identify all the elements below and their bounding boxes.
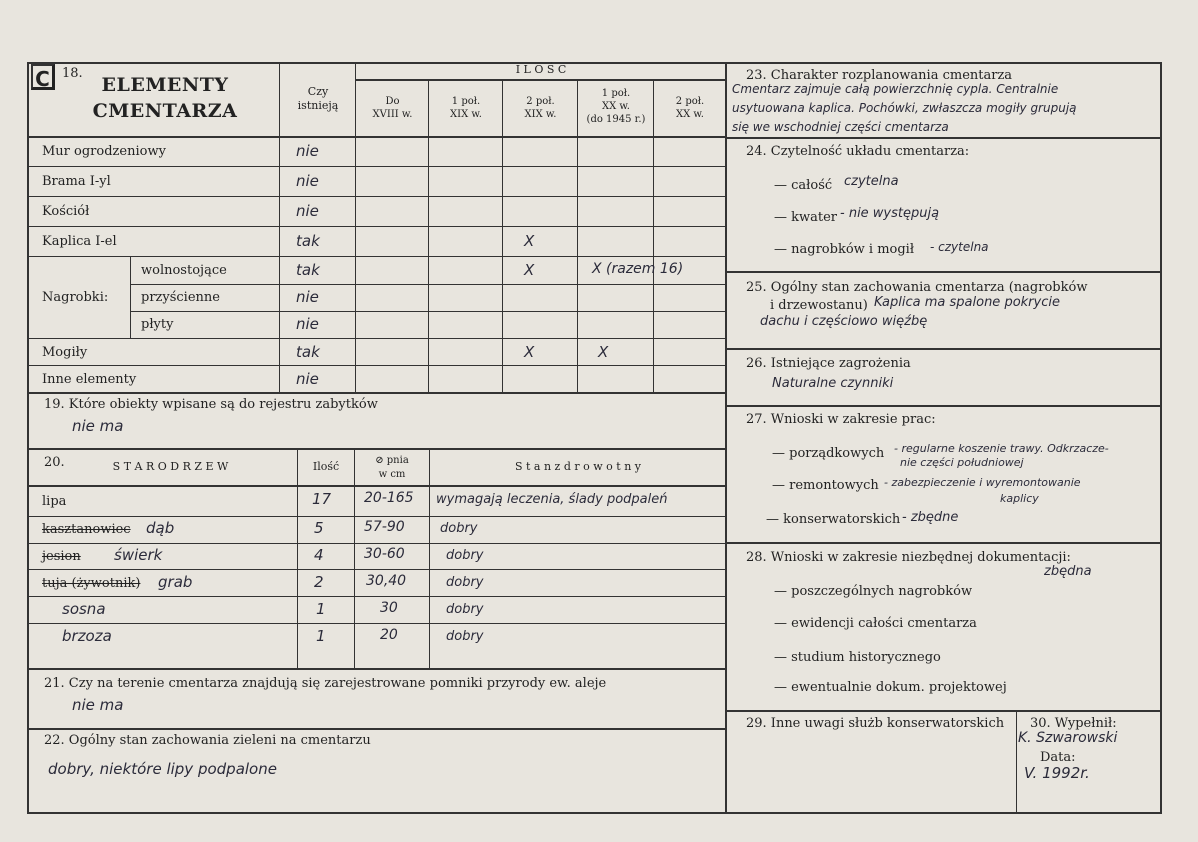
question: 28. Wnioski w zakresie niezbędnej dokumentacji: [746, 550, 1071, 565]
table-title: CMENTARZA [92, 100, 238, 122]
tree-diameter: 20 [380, 627, 398, 643]
mark-handwritten: X [524, 343, 535, 361]
question: — konserwatorskich [766, 512, 901, 527]
question: Data: [1040, 750, 1076, 765]
tree-qty: 4 [314, 546, 324, 564]
question: — nagrobków i mogił [774, 242, 915, 257]
tree-diameter: 30-60 [364, 546, 405, 562]
column-header: XIX w. [450, 109, 482, 120]
answer-handwritten: kaplicy [1000, 492, 1039, 505]
tree-diameter: 57-90 [364, 519, 405, 535]
answer-handwritten: nie [296, 142, 319, 160]
row-label: płyty [141, 317, 174, 332]
answer-handwritten: Kaplica ma spalone pokrycie [874, 295, 1060, 310]
mark-handwritten: X [598, 343, 609, 361]
answer-handwritten: dachu i częściowo więźbę [760, 314, 928, 329]
tree-name: tuja (żywotnik) [42, 576, 141, 591]
column-header: Do [385, 96, 400, 107]
answer-handwritten: - regularne koszenie trawy. Odkrzacze- [894, 442, 1109, 455]
tree-diameter: 30 [380, 600, 398, 616]
row-label: Kościół [42, 204, 90, 219]
question: 25. Ogólny stan zachowania cmentarza (nagrobków [746, 280, 1088, 295]
row-label: Brama I-yl [42, 174, 111, 189]
column-header: (do 1945 r.) [586, 114, 646, 125]
answer-handwritten: Cmentarz zajmuje całą powierzchnię cypla. Centralnie [732, 82, 1059, 96]
answer-handwritten: zbędna [1044, 564, 1092, 579]
column-header: I L O Ś C [515, 63, 567, 76]
answer-handwritten: czytelna [844, 174, 899, 189]
question: — całość [774, 178, 833, 193]
question: 22. Ogólny stan zachowania zieleni na cmentarzu [44, 733, 371, 748]
section-number: 20. [44, 455, 65, 470]
question: — studium historycznego [774, 650, 941, 665]
column-header: 2 poł. [675, 96, 705, 107]
answer-handwritten: - nie występują [840, 206, 940, 221]
answer-handwritten: nie ma [72, 696, 124, 714]
column-header: XVIII w. [372, 109, 413, 120]
question: — porządkowych [772, 446, 885, 461]
row-label: Mur ogrodzeniowy [42, 144, 166, 159]
row-label: Mogiły [42, 345, 88, 360]
tree-state: dobry [446, 629, 484, 644]
question: 19. Które obiekty wpisane są do rejestru zabytków [44, 397, 378, 412]
question: — poszczególnych nagrobków [774, 584, 973, 599]
tree-qty: 17 [312, 490, 332, 508]
form-frame [27, 62, 1162, 814]
tree-name: jesion [42, 549, 81, 564]
answer-handwritten: się we wschodniej części cmentarza [732, 120, 949, 134]
answer-handwritten: - zbędne [902, 510, 959, 525]
tree-state: dobry [446, 575, 484, 590]
answer-handwritten: tak [296, 232, 320, 250]
tree-diameter: 20-165 [364, 490, 414, 506]
column-header: Ilość [312, 460, 340, 473]
tree-name-handwritten: grab [158, 573, 193, 591]
answer-handwritten: tak [296, 343, 320, 361]
tree-name-handwritten: brzoza [62, 627, 112, 645]
answer-handwritten: dobry, niektóre lipy podpalone [48, 760, 277, 778]
row-label: Kaplica I-el [42, 234, 117, 249]
column-header: 1 poł. [601, 88, 631, 99]
section-number: 18. [62, 66, 83, 81]
question: — remontowych [772, 478, 879, 493]
question: — ewidencji całości cmentarza [774, 616, 977, 631]
question: 29. Inne uwagi służb konserwatorskich [746, 716, 1005, 731]
column-header: XX w. [602, 101, 630, 112]
answer-handwritten: nie ma [72, 417, 124, 435]
tree-qty: 1 [316, 627, 326, 645]
row-label: Inne elementy [42, 372, 137, 387]
answer-handwritten: - zabezpieczenie i wyremontowanie [884, 476, 1081, 489]
tree-name: lipa [42, 494, 67, 509]
column-header: Czy [307, 85, 329, 98]
question: 30. Wypełnił: [1030, 716, 1117, 731]
answer-handwritten: nie [296, 172, 319, 190]
date-handwritten: V. 1992r. [1024, 764, 1090, 782]
question: — kwater [774, 210, 838, 225]
answer-handwritten: nie [296, 370, 319, 388]
column-header: 2 poł. [526, 96, 555, 107]
column-header: istnieją [297, 99, 339, 112]
column-header: S t a n z d r o w o t n y [514, 460, 642, 473]
tree-name-handwritten: dąb [146, 519, 175, 537]
tree-state: dobry [446, 548, 484, 563]
section-letter: C [31, 64, 55, 90]
answer-handwritten: nie [296, 288, 319, 306]
mark-handwritten: X [524, 232, 535, 250]
tree-qty: 2 [314, 573, 324, 591]
tree-state: dobry [440, 521, 478, 536]
column-header: w cm [378, 469, 406, 480]
answer-handwritten: nie [296, 315, 319, 333]
tree-qty: 1 [316, 600, 326, 618]
column-header: ⊘ pnia [375, 455, 409, 466]
answer-handwritten: - czytelna [930, 240, 989, 254]
tree-name-handwritten: świerk [114, 546, 163, 564]
question: 23. Charakter rozplanowania cmentarza [746, 68, 1013, 83]
answer-handwritten: nie [296, 202, 319, 220]
tree-qty: 5 [314, 519, 324, 537]
question: — ewentualnie dokum. projektowej [774, 680, 1007, 695]
question: 27. Wnioski w zakresie prac: [746, 412, 936, 427]
answer-handwritten: Naturalne czynniki [772, 376, 894, 391]
column-header: S T A R O D R Z E W [112, 460, 229, 473]
question: 26. Istniejące zagrożenia [746, 356, 911, 371]
divider [725, 62, 727, 814]
question: 21. Czy na terenie cmentarza znajdują się zarejestrowane pomniki przyrody ew. aleje [44, 676, 607, 691]
signature-handwritten: K. Szwarowski [1018, 730, 1118, 746]
row-label: przyścienne [141, 290, 220, 305]
tree-state: wymagają leczenia, ślady podpaleń [436, 492, 668, 507]
answer-handwritten: usytuowana kaplica. Pochówki, zwłaszcza mogiły grupują [732, 101, 1077, 115]
column-header: XIX w. [524, 109, 557, 120]
column-header: 1 poł. [451, 96, 481, 107]
table-title: ELEMENTY [101, 74, 229, 96]
row-label: Nagrobki: [42, 290, 109, 305]
row-label: wolnostojące [141, 263, 227, 278]
tree-diameter: 30,40 [366, 573, 407, 589]
tree-state: dobry [446, 602, 484, 617]
question: 24. Czytelność układu cmentarza: [746, 144, 970, 159]
question: i drzewostanu) [770, 298, 868, 313]
answer-handwritten: tak [296, 261, 320, 279]
column-header: XX w. [676, 109, 704, 120]
answer-handwritten: nie części południowej [900, 456, 1024, 469]
mark-handwritten: X [524, 261, 535, 279]
tree-name: kasztanowiec [42, 522, 131, 537]
mark-handwritten: X (razem 16) [592, 261, 684, 277]
tree-name-handwritten: sosna [62, 600, 106, 618]
